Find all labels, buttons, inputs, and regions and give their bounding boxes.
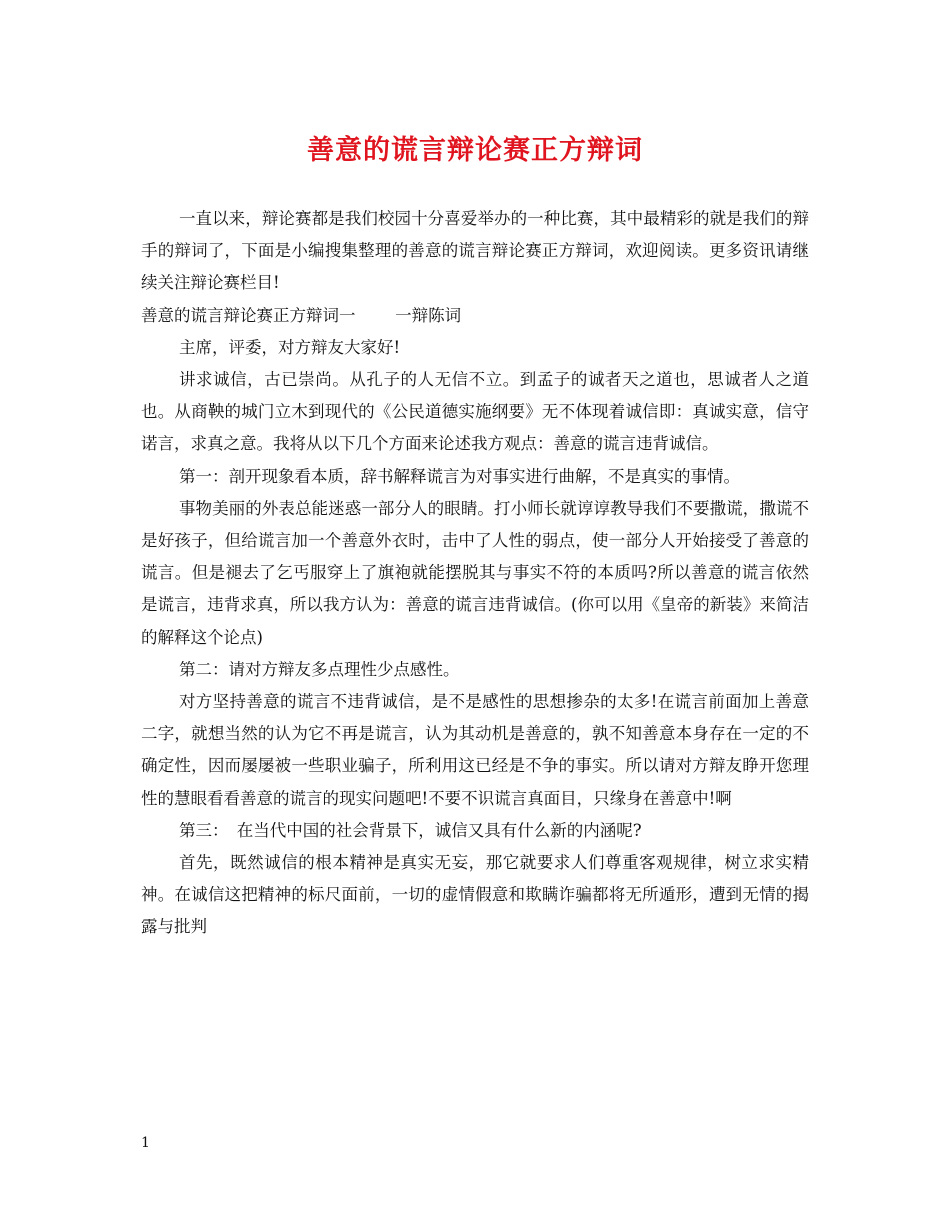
document-title: 善意的谎言辩论赛正方辩词: [307, 135, 643, 166]
paragraph-point-two: 第二：请对方辩友多点理性少点感性。: [178, 659, 460, 679]
paragraph-point-one: 第一：剖开现象看本质，辞书解释谎言为对事实进行曲解，不是真实的事情。: [178, 466, 740, 486]
section-heading-line: [141, 300, 809, 332]
paragraph-point-two-detail: 对方坚持善意的谎言不违背诚信，是不是感性的思想掺杂的太多!在谎言前面加上善意二字，就想当然的认为它不再是谎言，认为其动机是善意的，孰不知善意本身存在一定的不确定性，因而屡屡被一些职业骗子，所利用这已经是不争的事实。所以请对方辩友睁开您理性的慧眼看看善意的谎言的现实问题吧!不要不识谎言真面目，只缘身在善意中!啊: [141, 692, 809, 808]
section-heading: 善意的谎言辩论赛正方辩词一: [141, 305, 356, 325]
intro-paragraph: 一直以来，辩论赛都是我们校园十分喜爱举办的一种比赛，其中最精彩的就是我们的辩手的辩词了，下面是小编搜集整理的善意的谎言辩论赛正方辩词，欢迎阅读。更多资讯请继续关注辩论赛栏目!: [141, 209, 809, 293]
paragraph-point-three: 第三： 在当代中国的社会背景下，诚信又具有什么新的内涵呢?: [178, 820, 642, 840]
paragraph-point-one-detail: 事物美丽的外表总能迷惑一部分人的眼睛。打小师长就谆谆教导我们不要撒谎，撒谎不是好孩子，但给谎言加一个善意外衣时，击中了人性的弱点，使一部分人开始接受了善意的谎言。但是褪去了乞丐服穿上了旗袍就能摆脱其与事实不符的本质吗?所以善意的谎言依然是谎言，违背求真，所以我方认为：善意的谎言违背诚信。(你可以用《皇帝的新装》来简洁的解释这个论点): [141, 498, 809, 647]
paragraph-greeting: 主席，评委，对方辩友大家好!: [178, 337, 401, 357]
page-number: 1: [141, 1135, 150, 1151]
paragraph-point-three-detail: 首先，既然诚信的根本精神是真实无妄，那它就要求人们尊重客观规律，树立求实精神。在诚信这把精神的标尺面前，一切的虚情假意和欺瞒诈骗都将无所遁形，遭到无情的揭露与批判: [141, 853, 809, 937]
section-role: 一辩陈词: [395, 305, 462, 325]
paragraph-integrity: 讲求诚信，古已崇尚。从孔子的人无信不立。到孟子的诚者天之道也，思诚者人之道也。从商鞅的城门立木到现代的《公民道德实施纲要》无不体现着诚信即：真诚实意，信守诺言，求真之意。我将从以下几个方面来论述我方观点：善意的谎言违背诚信。: [141, 370, 809, 454]
document-body: [141, 203, 809, 944]
